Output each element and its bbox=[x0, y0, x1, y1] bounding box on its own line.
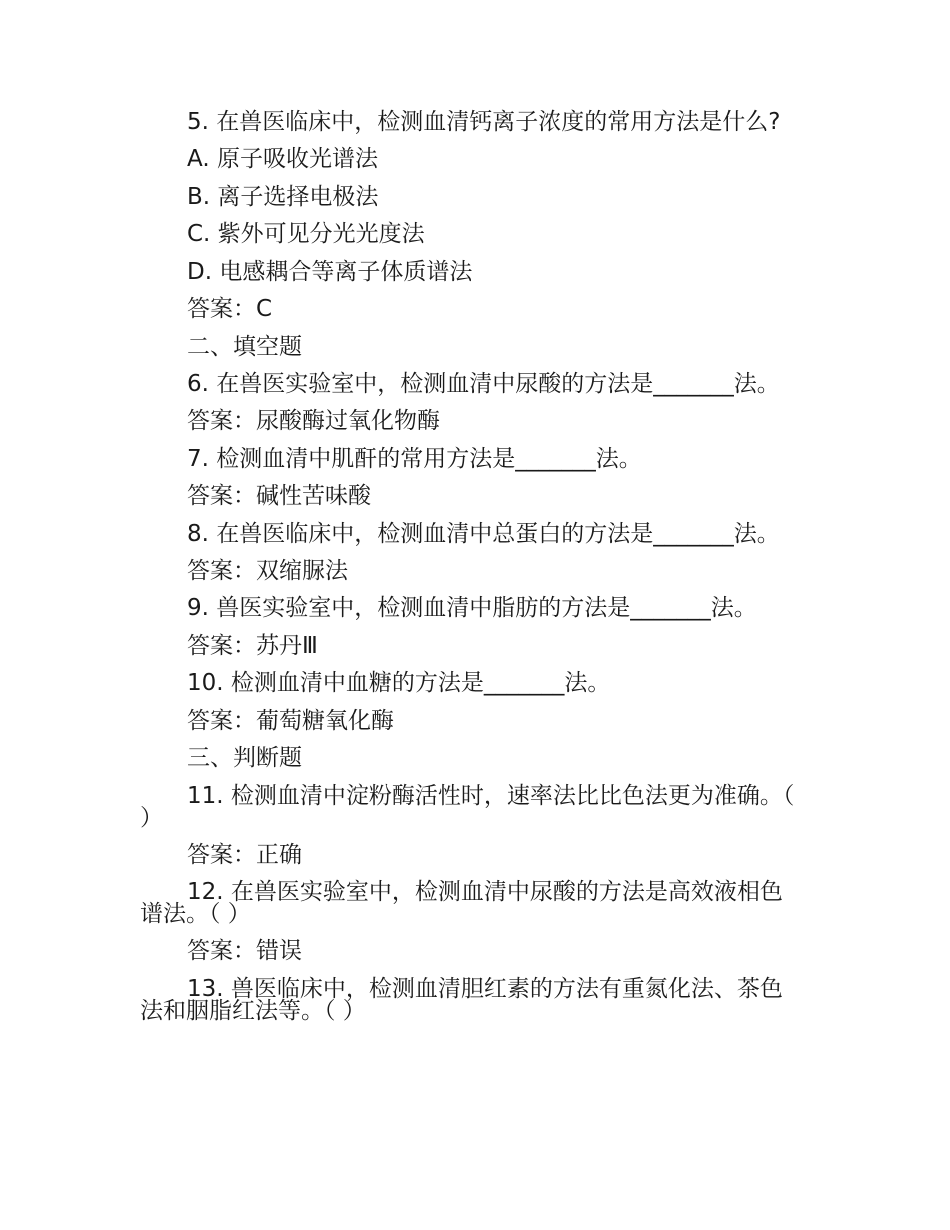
question-9: 9. 兽医实验室中，检测血清中脂肪的方法是_______法。 bbox=[187, 595, 757, 621]
answer-6: 答案：尿酸酶过氧化物酶 bbox=[187, 408, 440, 434]
question-10: 10. 检测血清中血糖的方法是_______法。 bbox=[187, 670, 611, 696]
question-5: 5. 在兽医临床中，检测血清钙离子浓度的常用方法是什么? bbox=[187, 109, 781, 135]
option-c: C. 紫外可见分光光度法 bbox=[187, 221, 425, 247]
answer-10: 答案：葡萄糖氧化酶 bbox=[187, 707, 394, 734]
question-12: 12. 在兽医实验室中，检测血清中尿酸的方法是高效液相色谱法。（ ） bbox=[140, 879, 783, 927]
section-heading-fill-blank: 二、填空题 bbox=[187, 333, 302, 360]
question-8: 8. 在兽医临床中，检测血清中总蛋白的方法是_______法。 bbox=[187, 520, 780, 547]
answer-11: 答案：正确 bbox=[187, 841, 302, 868]
answer-8: 答案：双缩脲法 bbox=[187, 557, 348, 584]
option-a: A. 原子吸收光谱法 bbox=[187, 146, 378, 172]
answer-9: 答案：苏丹Ⅲ bbox=[187, 632, 318, 659]
answer-7: 答案：碱性苦味酸 bbox=[187, 483, 371, 509]
question-6: 6. 在兽医实验室中，检测血清中尿酸的方法是_______法。 bbox=[187, 371, 780, 397]
question-13: 13. 兽医临床中，检测血清胆红素的方法有重氮化法、茶色法和胭脂红法等。（ ） bbox=[140, 975, 783, 1024]
question-11: 11. 检测血清中淀粉酶活性时，速率法比比色法更为准确。（ ） bbox=[140, 782, 795, 831]
answer-12: 答案：错误 bbox=[187, 938, 302, 964]
option-b: B. 离子选择电极法 bbox=[187, 183, 379, 210]
section-heading-true-false: 三、判断题 bbox=[187, 745, 302, 771]
option-d: D. 电感耦合等离子体质谱法 bbox=[187, 258, 473, 285]
answer-5: 答案：C bbox=[187, 296, 273, 322]
question-7: 7. 检测血清中肌酐的常用方法是_______法。 bbox=[187, 445, 642, 472]
document-body bbox=[140, 104, 805, 1030]
